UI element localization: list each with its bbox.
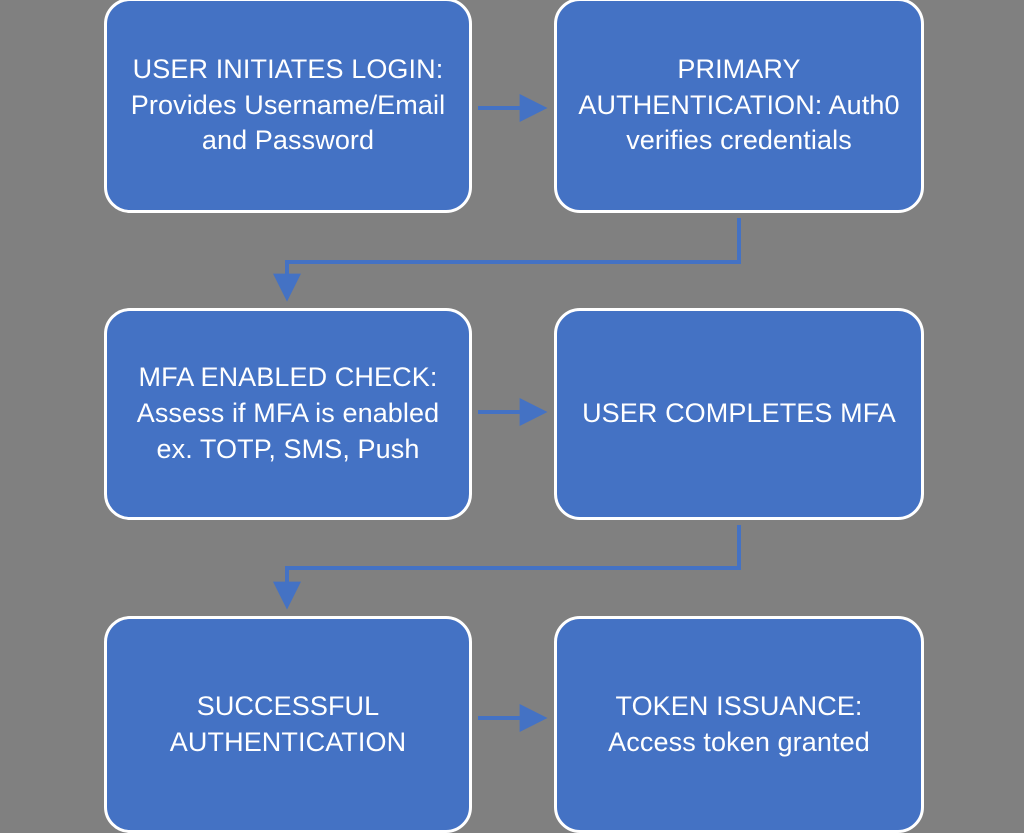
arrow-primary-to-mfa-check bbox=[287, 218, 739, 296]
node-label: USER COMPLETES MFA bbox=[582, 398, 896, 429]
node-user-initiates-login[interactable] bbox=[104, 0, 472, 213]
node-token-issuance[interactable] bbox=[554, 616, 924, 833]
node-label: MFA ENABLED CHECK: Assess if MFA is enabled ex. TOTP, SMS, Push bbox=[136, 362, 440, 464]
node-label: USER INITIATES LOGIN: Provides Username/Email and Password bbox=[130, 53, 446, 156]
node-primary-authentication[interactable] bbox=[554, 0, 924, 213]
arrow-completes-to-successful bbox=[287, 525, 739, 604]
node-mfa-enabled-check[interactable] bbox=[104, 308, 472, 520]
node-label: SUCCESSFUL AUTHENTICATION bbox=[169, 690, 407, 757]
node-user-completes-mfa[interactable] bbox=[554, 308, 924, 520]
node-successful-authentication[interactable] bbox=[104, 616, 472, 833]
node-label: TOKEN ISSUANCE: Access token granted bbox=[608, 690, 870, 757]
node-label: PRIMARY AUTHENTICATION: Auth0 verifies credentials bbox=[578, 53, 900, 156]
